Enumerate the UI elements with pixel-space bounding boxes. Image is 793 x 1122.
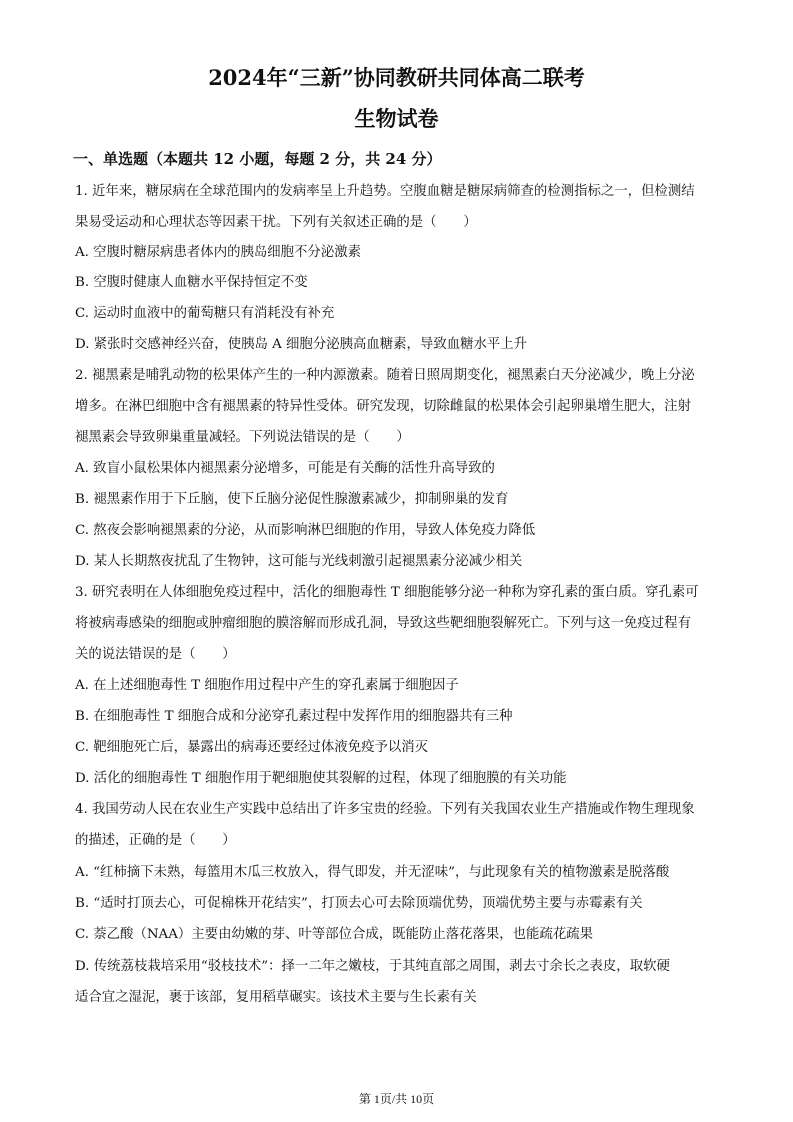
question-4-option-d: D. 传统荔枝栽培采用“驳枝技术”：择一二年之嫩枝，于其纯直部之周围，剥去寸余长之表皮，取软硬 — [75, 959, 670, 974]
question-2-stem-line: 增多。在淋巴细胞中含有褪黑素的特异性受体。研究发现，切除雌鼠的松果体会引起卵巢增生肥大，注射 — [75, 399, 691, 414]
question-2-option-c: C. 熬夜会影响褪黑素的分泌，从而影响淋巴细胞的作用，导致人体免疫力降低 — [75, 523, 536, 538]
question-2-option-d: D. 某人长期熬夜扰乱了生物钟，这可能与光线刺激引起褪黑素分泌减少相关 — [75, 554, 523, 569]
question-3-stem-line: 关的说法错误的是（ ） — [75, 647, 236, 662]
question-1-option-d: D. 紧张时交感神经兴奋，使胰岛 A 细胞分泌胰高血糖素，导致血糖水平上升 — [75, 337, 528, 352]
question-2-stem-line: 2. 褪黑素是哺乳动物的松果体产生的一种内源激素。随着日照周期变化，褪黑素白天分泌减少，晚上分泌 — [75, 368, 695, 383]
question-3-option-b: B. 在细胞毒性 T 细胞合成和分泌穿孔素过程中发挥作用的细胞器共有三种 — [75, 709, 513, 724]
question-4-option-d-continued: 适合宜之湿泥，裹于该部，复用稻草碾实。该技术主要与生长素有关 — [75, 990, 477, 1005]
question-2-option-b: B. 褪黑素作用于下丘脑，使下丘脑分泌促性腺激素减少，抑制卵巢的发育 — [75, 492, 509, 507]
page-footer: 第 1页/共 10页 — [358, 1092, 435, 1106]
question-1-option-a: A. 空腹时糖尿病患者体内的胰岛细胞不分泌激素 — [75, 245, 361, 260]
question-1-option-c: C. 运动时血液中的葡萄糖只有消耗没有补充 — [75, 306, 335, 321]
question-3-option-a: A. 在上述细胞毒性 T 细胞作用过程中产生的穿孔素属于细胞因子 — [75, 678, 459, 693]
question-4-stem-line: 的描述，正确的是（ ） — [75, 833, 236, 848]
question-3-option-d: D. 活化的细胞毒性 T 细胞作用于靶细胞使其裂解的过程，体现了细胞膜的有关功能 — [75, 771, 567, 786]
question-2-stem-line: 褪黑素会导致卵巢重量减轻。下列说法错误的是（ ） — [75, 430, 410, 445]
question-2-option-a: A. 致盲小鼠松果体内褪黑素分泌增多，可能是有关酶的活性升高导致的 — [75, 461, 495, 476]
question-1-stem-line: 1. 近年来，糖尿病在全球范围内的发病率呈上升趋势。空腹血糖是糖尿病筛查的检测指标之一，但检测结 — [75, 184, 695, 199]
question-3-stem-line: 将被病毒感染的细胞或肿瘤细胞的膜溶解而形成孔洞，导致这些靶细胞裂解死亡。下列与这一免疫过程有 — [75, 616, 691, 631]
page-title: 2024年“三新”协同教研共同体高二联考 — [208, 65, 585, 90]
section-heading: 一、单选题（本题共 12 小题，每题 2 分，共 24 分） — [73, 150, 442, 168]
question-3-stem-line: 3. 研究表明在人体细胞免疫过程中，活化的细胞毒性 T 细胞能够分泌一种称为穿孔素的蛋白质。穿孔素可 — [75, 585, 699, 600]
question-3-option-c: C. 靶细胞死亡后，暴露出的病毒还要经过体液免疫予以消灭 — [75, 740, 429, 755]
question-4-option-b: B. “适时打顶去心，可促棉株开花结实”，打顶去心可去除顶端优势，顶端优势主要与赤霉素有关 — [75, 896, 643, 911]
question-1-stem-line: 果易受运动和心理状态等因素干扰。下列有关叙述正确的是（ ） — [75, 215, 477, 230]
question-4-stem-line: 4. 我国劳动人民在农业生产实践中总结出了许多宝贵的经验。下列有关我国农业生产措施或作物生理现象 — [75, 802, 695, 817]
question-4-option-a: A. “红柿摘下未熟，每篮用木瓜三枚放入，得气即发，并无涩味”，与此现象有关的植物激素是脱落酸 — [75, 865, 670, 880]
question-1-option-b: B. 空腹时健康人血糖水平保持恒定不变 — [75, 275, 308, 290]
page-subtitle: 生物试卷 — [354, 106, 439, 131]
question-4-option-c: C. 萘乙酸（NAA）主要由幼嫩的芽、叶等部位合成，既能防止落花落果，也能疏花疏果 — [75, 927, 594, 942]
